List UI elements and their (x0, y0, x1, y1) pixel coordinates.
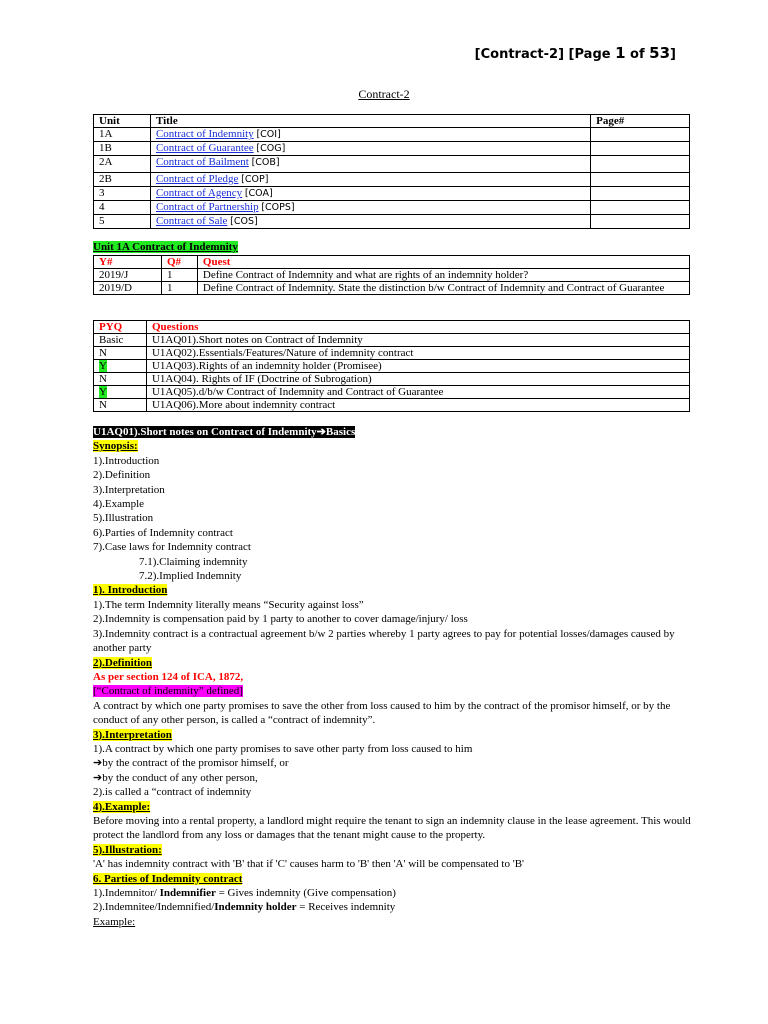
example-heading (93, 800, 693, 814)
toc-unit: 5 (94, 215, 151, 229)
party-prefix: 2).Indemnitee/Indemnified/ (93, 901, 215, 914)
document-title: Contract-2 (358, 87, 410, 101)
toc-unit: 1B (94, 142, 151, 156)
toc-link[interactable]: Contract of Sale (155, 215, 228, 227)
toc-code: [COB] (251, 157, 280, 168)
quest-qno: 1 (161, 269, 197, 282)
toc-unit: 2B (94, 173, 151, 187)
toc-header-row (94, 115, 690, 128)
toc-title-cell (150, 142, 590, 156)
synopsis-item: 1).Introduction (93, 454, 160, 467)
arrow-icon: ➔ (93, 757, 103, 770)
interpretation-text: by the contract of the promisor himself, or (102, 757, 289, 770)
quest-header-quest: Quest (197, 256, 689, 269)
header-of: of (625, 47, 650, 62)
pyq-flag: N (94, 347, 147, 360)
header-prefix: [Contract-2] [Page (474, 47, 616, 62)
toc-page (591, 128, 690, 142)
toc-title-cell (150, 173, 590, 187)
pyq-flag: N (94, 373, 147, 386)
arrow-icon: ➔ (93, 771, 103, 784)
intro-line: 1).The term Indemnity literally means “Security against loss” (93, 598, 364, 611)
toc-title-cell (150, 128, 590, 142)
toc-row (94, 201, 690, 215)
example-heading-text: 4).Example: (93, 800, 151, 813)
pyq-table (93, 320, 690, 412)
pyq-flag: N (94, 399, 147, 412)
pyq-row (94, 347, 690, 360)
question-heading-tag: Basics (325, 426, 356, 438)
toc-title-cell (150, 187, 590, 201)
interpretation-line (93, 756, 693, 770)
toc-page (591, 215, 690, 229)
content-body (93, 425, 693, 929)
toc-row (94, 215, 690, 229)
toc-link[interactable]: Contract of Partnership (155, 201, 259, 213)
intro-line: 2).Indemnity is compensation paid by 1 party to another to cover damage/injury/ loss (93, 613, 468, 626)
pyq-row (94, 399, 690, 412)
quest-row (94, 282, 690, 295)
pyq-flag (94, 386, 147, 399)
pyq-question: U1AQ02).Essentials/Features/Nature of indemnity contract (146, 347, 689, 360)
toc-title-cell (150, 156, 590, 173)
toc-code: [COP] (241, 174, 269, 185)
toc-code: [COPS] (261, 202, 295, 213)
party-role: Indemnity holder (214, 901, 297, 914)
definition-tag-text: [“Contract of indemnity” defined] (93, 685, 243, 698)
pyq-flag-highlight: Y (99, 386, 107, 398)
toc-page (591, 201, 690, 215)
party-role: Indemnifier (159, 887, 216, 899)
quest-header-qno: Q# (161, 256, 197, 269)
toc-page (591, 142, 690, 156)
synopsis-item: 3).Interpretation (93, 483, 165, 496)
question-year-table (93, 255, 690, 295)
toc-unit: 3 (94, 187, 151, 201)
interpretation-line: 1).A contract by which one party promises to save other party from loss caused to him (93, 742, 473, 755)
parties-heading-text: 6. Parties of Indemnity contract (93, 872, 243, 885)
toc-link[interactable]: Contract of Bailment (155, 156, 249, 168)
toc-link[interactable]: Contract of Indemnity (155, 128, 254, 140)
definition-heading (93, 656, 693, 670)
toc-page (591, 187, 690, 201)
toc-code: [COS] (230, 216, 258, 227)
intro-heading-text: 1). Introduction (93, 584, 168, 597)
toc-title-cell (150, 215, 590, 229)
illustration-heading-text: 5).Illustration: (93, 843, 162, 856)
toc-link[interactable]: Contract of Pledge (155, 173, 239, 185)
synopsis-heading (93, 439, 693, 453)
pyq-row (94, 360, 690, 373)
toc-link[interactable]: Contract of Guarantee (155, 142, 254, 154)
toc-table (93, 114, 690, 229)
interpretation-line: 2).is called a “contract of indemnity (93, 786, 252, 799)
intro-heading (93, 583, 693, 597)
definition-heading-text: 2).Definition (93, 656, 152, 669)
pyq-flag: Basic (94, 334, 147, 347)
synopsis-item: 5).Illustration (93, 512, 154, 525)
synopsis-item: 2).Definition (93, 469, 151, 482)
toc-code: [COI] (256, 129, 281, 140)
question-heading (93, 425, 693, 439)
interpretation-line (93, 771, 693, 785)
page-header (475, 44, 676, 62)
pyq-header-questions: Questions (146, 321, 689, 334)
toc-page (591, 173, 690, 187)
toc-unit: 4 (94, 201, 151, 215)
quest-header-year: Y# (94, 256, 162, 269)
interpretation-text: by the conduct of any other person, (102, 771, 258, 784)
party-line (93, 886, 693, 900)
unit-heading-text: Unit 1A Contract of Indemnity (93, 241, 238, 253)
pyq-question: U1AQ05).d/b/w Contract of Indemnity and Contract of Guarantee (146, 386, 689, 399)
intro-line: 3).Indemnity contract is a contractual agreement b/w 2 parties whereby 1 party agrees to pay for potential losses/damages caused by another party (93, 627, 675, 655)
pyq-flag-highlight: Y (99, 360, 107, 372)
synopsis-item: 6).Parties of Indemnity contract (93, 526, 233, 539)
toc-row (94, 173, 690, 187)
toc-row (94, 156, 690, 173)
synopsis-item: 4).Example (93, 498, 145, 511)
toc-code: [COG] (256, 143, 286, 154)
pyq-question: U1AQ06).More about indemnity contract (146, 399, 689, 412)
toc-header-unit: Unit (94, 115, 151, 128)
definition-section: As per section 124 of ICA, 1872, (93, 670, 244, 683)
toc-row (94, 187, 690, 201)
quest-year: 2019/J (94, 269, 162, 282)
synopsis-item: 7).Case laws for Indemnity contract (93, 541, 251, 554)
quest-row (94, 269, 690, 282)
toc-header-page: Page# (591, 115, 690, 128)
interpretation-heading-text: 3).Interpretation (93, 728, 172, 741)
party-desc: = Gives indemnity (Give compensation) (215, 887, 396, 899)
quest-text: Define Contract of Indemnity and what are rights of an indemnity holder? (197, 269, 689, 282)
example-label (93, 915, 693, 929)
party-line (93, 900, 693, 914)
illustration-text: 'A' has indemnity contract with 'B' that if 'C' causes harm to 'B' then 'A' will be compensated to 'B' (93, 858, 525, 871)
pyq-row (94, 334, 690, 347)
definition-tag (93, 684, 693, 698)
parties-heading (93, 872, 693, 886)
pyq-header-pyq: PYQ (94, 321, 147, 334)
unit-heading (93, 241, 238, 253)
pyq-flag (94, 360, 147, 373)
quest-text: Define Contract of Indemnity. State the distinction b/w Contract of Indemnity and Contract of Guarantee (197, 282, 689, 295)
party-desc: = Receives indemnity (296, 901, 396, 914)
toc-header-title: Title (150, 115, 590, 128)
pyq-header-row (94, 321, 690, 334)
toc-row (94, 128, 690, 142)
pyq-question: U1AQ03).Rights of an indemnity holder (Promisee) (146, 360, 689, 373)
interpretation-heading (93, 728, 693, 742)
header-suffix: ] (670, 47, 676, 62)
arrow-icon: ➔ (316, 426, 326, 438)
synopsis-subitem: 7.1).Claiming indemnity (139, 555, 248, 568)
pyq-row (94, 373, 690, 386)
example-label-text: Example: (93, 915, 136, 928)
pyq-question: U1AQ01).Short notes on Contract of Indemnity (146, 334, 689, 347)
definition-text: A contract by which one party promises to save the other from loss caused to him by the contract of the promisor himself, or by the conduct of any other person, is called a “contract of indemnity”. (93, 699, 671, 727)
question-heading-text: U1AQ01).Short notes on Contract of Indemnity (93, 426, 317, 438)
toc-row (94, 142, 690, 156)
header-total-pages: 53 (649, 44, 671, 62)
header-page-number: 1 (615, 44, 626, 62)
synopsis-label: Synopsis: (93, 440, 138, 453)
quest-qno: 1 (161, 282, 197, 295)
toc-unit: 1A (94, 128, 151, 142)
quest-header-row (94, 256, 690, 269)
quest-year: 2019/D (94, 282, 162, 295)
example-text: Before moving into a rental property, a landlord might require the tenant to sign an indemnity clause in the lease agreement. This would protect the landlord from any loss or damages that the tenant might cause to the property. (93, 814, 691, 842)
toc-link[interactable]: Contract of Agency (155, 187, 243, 199)
toc-title-cell (150, 201, 590, 215)
toc-unit: 2A (94, 156, 151, 173)
party-prefix: 1).Indemnitor/ (93, 887, 160, 899)
illustration-heading (93, 843, 693, 857)
toc-code: [COA] (244, 188, 273, 199)
pyq-row (94, 386, 690, 399)
toc-page (591, 156, 690, 173)
synopsis-subitem: 7.2).Implied Indemnity (139, 570, 242, 583)
pyq-question: U1AQ04). Rights of IF (Doctrine of Subrogation) (146, 373, 689, 386)
